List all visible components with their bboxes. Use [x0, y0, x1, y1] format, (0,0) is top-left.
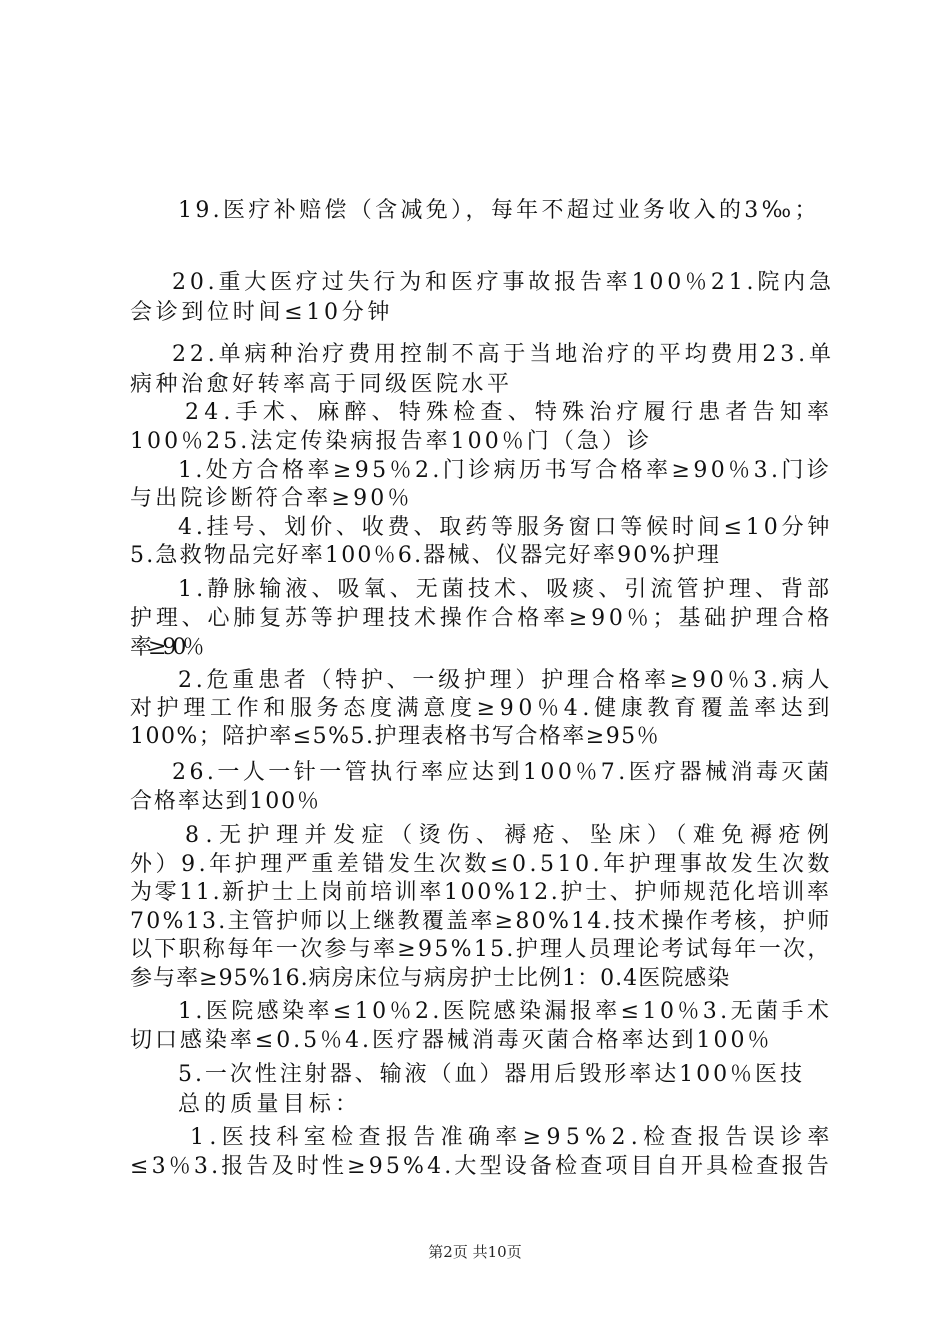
text-line: 1.医技科室检查报告准确率≥95%2.检查报告误诊率 — [190, 1125, 835, 1150]
text-line: 参与率≥95%16.病房床位与病房护士比例1：0.4医院感染 — [130, 966, 731, 991]
text-line: 22.单病种治疗费用控制不高于当地治疗的平均费用23.单 — [172, 342, 835, 367]
text-line: 26.一人一针一管执行率应达到100％7.医疗器械消毒灭菌 — [172, 760, 833, 785]
text-line: 合格率达到100％ — [130, 789, 321, 814]
text-line: 会诊到位时间≤10分钟 — [130, 300, 394, 325]
text-line: 20.重大医疗过失行为和医疗事故报告率100％21.院内急 — [172, 270, 835, 295]
text-line: 19.医疗补赔偿（含减免），每年不超过业务收入的3‰； — [178, 198, 820, 223]
text-line: 70%13.主管护师以上继教覆盖率≥80%14.技术操作考核，护师 — [130, 909, 832, 934]
text-line: 切口感染率≤0.5％4.医疗器械消毒灭菌合格率达到100％ — [130, 1028, 773, 1053]
text-line: 护理、心肺复苏等护理技术操作合格率≥90％；基础护理合格 — [130, 606, 834, 631]
text-line: 8.无护理并发症（烫伤、褥疮、坠床）（难免褥疮例 — [185, 823, 836, 848]
text-line: 5.急救物品完好率100％6.器械、仪器完好率90%护理 — [130, 543, 722, 568]
text-line: 100％25.法定传染病报告率100％门（急）诊 — [130, 429, 653, 454]
text-line: 以下职称每年一次参与率≥95%15.护理人员理论考试每年一次， — [130, 937, 832, 962]
text-line: 外）9.年护理严重差错发生次数≤0.510.年护理事故发生次数 — [130, 852, 833, 877]
text-line: 100%；陪护率≤5%5.护理表格书写合格率≥95％ — [130, 724, 661, 749]
text-line: 总的质量目标： — [178, 1092, 362, 1117]
text-line: 与出院诊断符合率≥90％ — [130, 486, 413, 511]
text-line: 5.一次性注射器、输液（血）器用后毁形率达100％医技 — [178, 1062, 805, 1087]
text-line: 1.处方合格率≥95％2.门诊病历书写合格率≥90％3.门诊 — [178, 458, 833, 483]
text-line: 病种治愈好转率高于同级医院水平 — [130, 372, 513, 397]
text-line: 2.危重患者（特护、一级护理）护理合格率≥90％3.病人 — [178, 668, 834, 693]
page-footer: 第2页 共10页 — [428, 1243, 522, 1261]
text-line: 24.手术、麻醉、特殊检查、特殊治疗履行患者告知率 — [185, 400, 835, 425]
text-line: 4.挂号、划价、收费、取药等服务窗口等候时间≤10分钟 — [178, 515, 834, 540]
text-line: 1.静脉输液、吸氧、无菌技术、吸痰、引流管护理、背部 — [178, 577, 834, 602]
text-line: 1.医院感染率≤10％2.医院感染漏报率≤10％3.无菌手术 — [178, 999, 833, 1024]
text-line: 为零11.新护士上岗前培训率100%12.护士、护师规范化培训率 — [130, 880, 832, 905]
text-line: 率≥90％ — [130, 635, 201, 660]
text-line: ≤3％3.报告及时性≥95%4.大型设备检查项目自开具检查报告 — [130, 1154, 832, 1179]
text-line: 对护理工作和服务态度满意度≥90％4.健康教育覆盖率达到 — [130, 696, 835, 721]
